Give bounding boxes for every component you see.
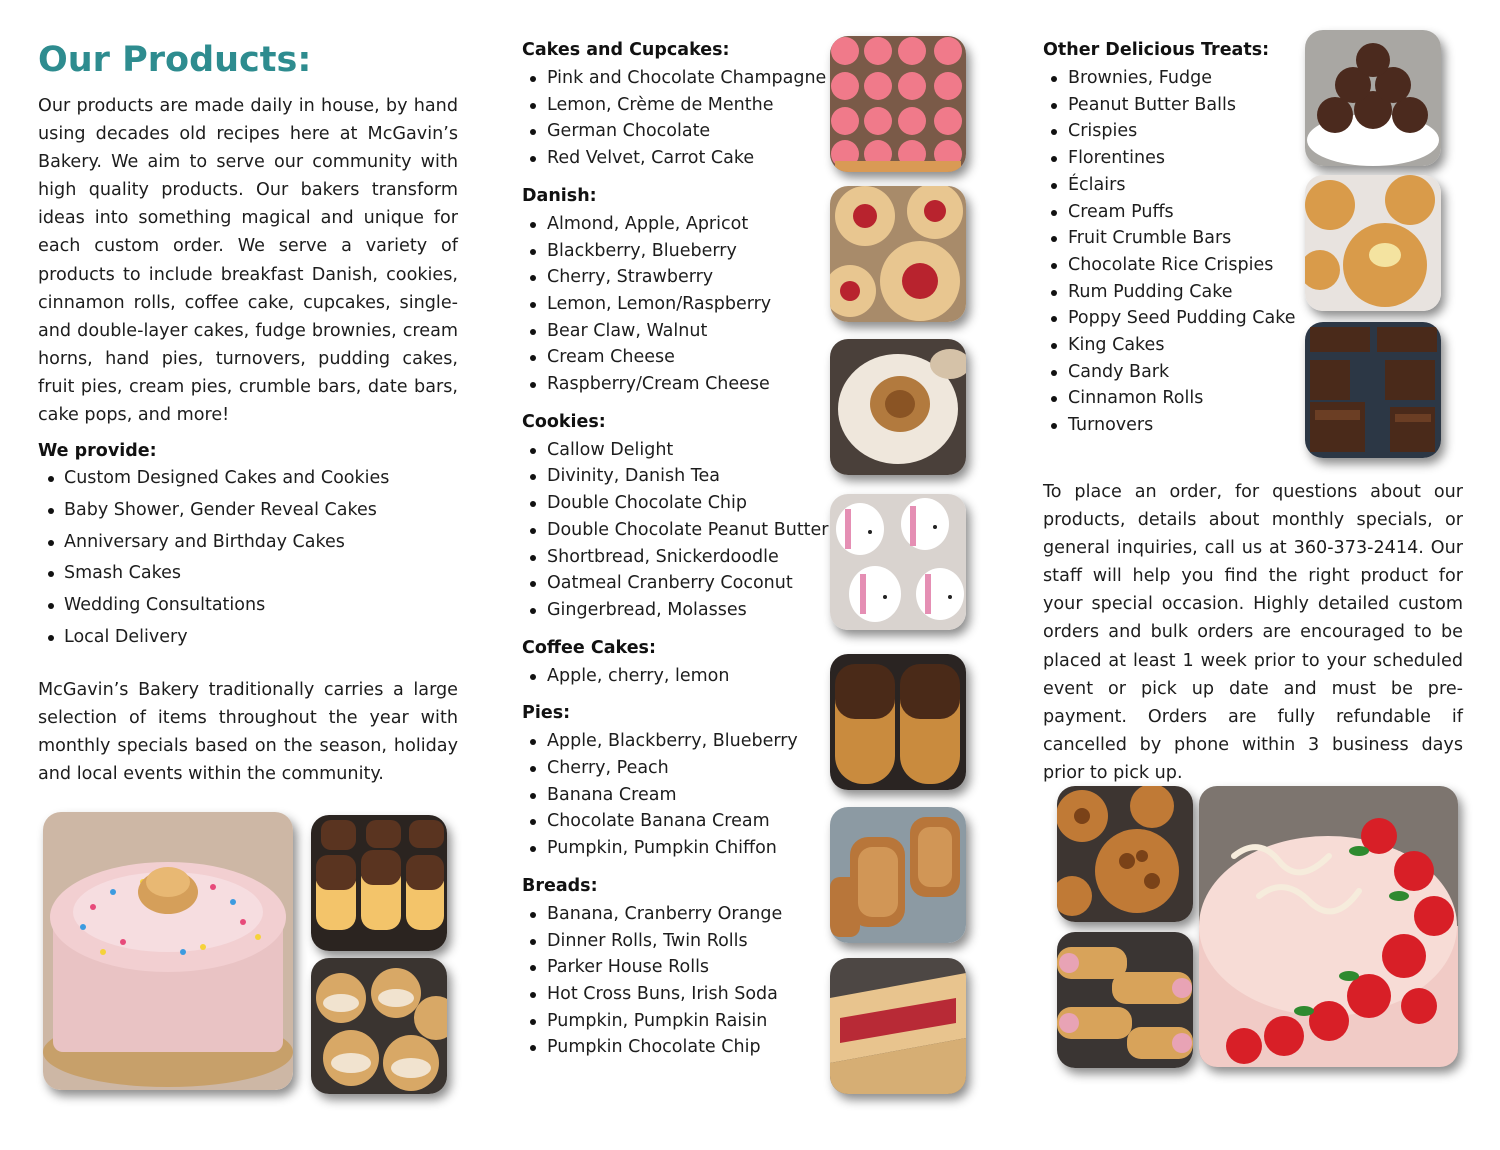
treat-item: Cream Puffs bbox=[1043, 199, 1463, 226]
photo-sticky-buns bbox=[1057, 786, 1193, 922]
section-item-list bbox=[522, 901, 822, 1061]
provide-item: Local Delivery bbox=[38, 622, 458, 654]
treat-item: Chocolate Rice Crispies bbox=[1043, 252, 1463, 279]
product-item: Pumpkin Chocolate Chip bbox=[522, 1034, 822, 1061]
product-section bbox=[522, 636, 822, 690]
product-item: Shortbread, Snickerdoodle bbox=[522, 544, 822, 571]
product-item: Cherry, Peach bbox=[522, 755, 822, 782]
product-item: Chocolate Banana Cream bbox=[522, 808, 822, 835]
product-section bbox=[522, 410, 829, 624]
section-heading: Breads: bbox=[522, 875, 598, 896]
product-item: Pink and Chocolate Champagne bbox=[522, 65, 822, 92]
treat-item: Brownies, Fudge bbox=[1043, 65, 1463, 92]
photo-eclairs bbox=[311, 815, 447, 951]
product-item: Hot Cross Buns, Irish Soda bbox=[522, 981, 822, 1008]
section-heading: Cakes and Cupcakes: bbox=[522, 40, 730, 60]
provide-item: Smash Cakes bbox=[38, 558, 458, 590]
section-heading: Danish: bbox=[522, 185, 597, 206]
product-item: Raspberry/Cream Cheese bbox=[522, 371, 822, 398]
photo-cream-puffs bbox=[311, 958, 447, 1094]
photo-brownies bbox=[1305, 322, 1441, 458]
section-item-list bbox=[522, 65, 827, 172]
product-item: Almond, Apple, Apricot bbox=[522, 211, 822, 238]
product-item: Divinity, Danish Tea bbox=[522, 463, 822, 490]
product-item: German Chocolate bbox=[522, 118, 822, 145]
page-title: Our Products: bbox=[38, 40, 312, 80]
treat-item: Florentines bbox=[1043, 145, 1463, 172]
treat-item: Candy Bark bbox=[1043, 359, 1463, 386]
product-item: Callow Delight bbox=[522, 437, 822, 464]
product-section bbox=[522, 184, 822, 398]
photo-turnovers bbox=[830, 958, 966, 1094]
photo-bread bbox=[830, 807, 966, 943]
product-item: Oatmeal Cranberry Coconut bbox=[522, 570, 822, 597]
provide-item: Baby Shower, Gender Reveal Cakes bbox=[38, 495, 458, 527]
section-item-list bbox=[522, 728, 822, 862]
treat-item: Turnovers bbox=[1043, 412, 1463, 439]
intro-paragraph: Our products are made daily in house, by hand using decades old recipes here at McGavin’s Bakery. We aim to serve our community with high quality products. Our bakers transform ideas into something magical and unique for each custom order. We serve a variety of products to include breakfast Danish, cookies, cinnamon rolls, coffee cake, cupcakes, single- and double-layer cakes, fudge brownies, cream horns, hand pies, turnovers, pudding cakes, fruit pies, cream pies, crumble bars, date bars, cake pops, and more! bbox=[38, 96, 458, 426]
treat-item: King Cakes bbox=[1043, 332, 1463, 359]
provide-list bbox=[38, 463, 458, 654]
photo-sprinkle-cake bbox=[43, 812, 293, 1090]
selection-paragraph: McGavin’s Bakery traditionally carries a large selection of items throughout the year with monthly specials based on the season, holiday and local events within the community. bbox=[38, 680, 458, 785]
product-item: Double Chocolate Peanut Butter bbox=[522, 517, 822, 544]
product-item: Banana Cream bbox=[522, 782, 822, 809]
treat-item: Fruit Crumble Bars bbox=[1043, 225, 1463, 252]
product-item: Red Velvet, Carrot Cake bbox=[522, 145, 822, 172]
middle-column bbox=[522, 38, 829, 1061]
product-item: Cream Cheese bbox=[522, 344, 822, 371]
product-item: Bear Claw, Walnut bbox=[522, 318, 822, 345]
product-item: Banana, Cranberry Orange bbox=[522, 901, 822, 928]
provide-heading: We provide: bbox=[38, 441, 157, 461]
treats-heading: Other Delicious Treats: bbox=[1043, 40, 1270, 60]
section-item-list bbox=[522, 663, 822, 690]
product-item: Gingerbread, Molasses bbox=[522, 597, 822, 624]
product-item: Apple, Blackberry, Blueberry bbox=[522, 728, 822, 755]
photo-cream-horns bbox=[1057, 932, 1193, 1068]
order-paragraph: To place an order, for questions about our products, details about monthly specials, or general inquiries, call us at 360-373-2414. Our staff will help you find the right product for your special occasion. Highly detailed custom orders and bulk orders are encouraged to be placed at least 1 week prior to your scheduled event or pick up date and must be pre-payment. Orders are fully refundable if cancelled by phone within 3 business days prior to pick up. bbox=[1043, 482, 1463, 783]
product-item: Pumpkin, Pumpkin Raisin bbox=[522, 1008, 822, 1035]
provide-item: Wedding Consultations bbox=[38, 590, 458, 622]
treat-item: Peanut Butter Balls bbox=[1043, 92, 1463, 119]
product-item: Apple, cherry, lemon bbox=[522, 663, 822, 690]
section-item-list bbox=[522, 437, 829, 624]
product-item: Blackberry, Blueberry bbox=[522, 238, 822, 265]
photo-peanut-butter-balls bbox=[1305, 30, 1441, 166]
product-item: Double Chocolate Chip bbox=[522, 490, 822, 517]
photo-florentines bbox=[830, 654, 966, 790]
product-item: Lemon, Crème de Menthe bbox=[522, 92, 822, 119]
product-item: Pumpkin, Pumpkin Chiffon bbox=[522, 835, 822, 862]
treat-item: Cinnamon Rolls bbox=[1043, 385, 1463, 412]
product-section bbox=[522, 701, 822, 862]
photo-danish bbox=[830, 186, 966, 322]
product-item: Lemon, Lemon/Raspberry bbox=[522, 291, 822, 318]
product-section bbox=[522, 38, 827, 172]
product-item: Dinner Rolls, Twin Rolls bbox=[522, 928, 822, 955]
product-section bbox=[522, 874, 822, 1061]
photo-pudding-cake bbox=[1305, 175, 1441, 311]
photo-cupcakes bbox=[830, 36, 966, 172]
left-column bbox=[38, 92, 458, 429]
photo-cinnamon-roll bbox=[830, 339, 966, 475]
section-item-list bbox=[522, 211, 822, 398]
provide-item: Anniversary and Birthday Cakes bbox=[38, 527, 458, 559]
product-item: Parker House Rolls bbox=[522, 954, 822, 981]
treat-item: Poppy Seed Pudding Cake bbox=[1043, 305, 1463, 332]
selection-section bbox=[38, 676, 458, 788]
treat-item: Crispies bbox=[1043, 118, 1463, 145]
treat-item: Éclairs bbox=[1043, 172, 1463, 199]
photo-unicorn-cookies bbox=[830, 494, 966, 630]
section-heading: Cookies: bbox=[522, 411, 606, 432]
order-section bbox=[1043, 478, 1463, 787]
treat-item: Rum Pudding Cake bbox=[1043, 279, 1463, 306]
provide-item: Custom Designed Cakes and Cookies bbox=[38, 463, 458, 495]
photo-rose-cake bbox=[1199, 786, 1458, 1067]
section-heading: Coffee Cakes: bbox=[522, 637, 656, 658]
product-item: Cherry, Strawberry bbox=[522, 264, 822, 291]
provide-section bbox=[38, 439, 458, 654]
section-heading: Pies: bbox=[522, 703, 571, 724]
